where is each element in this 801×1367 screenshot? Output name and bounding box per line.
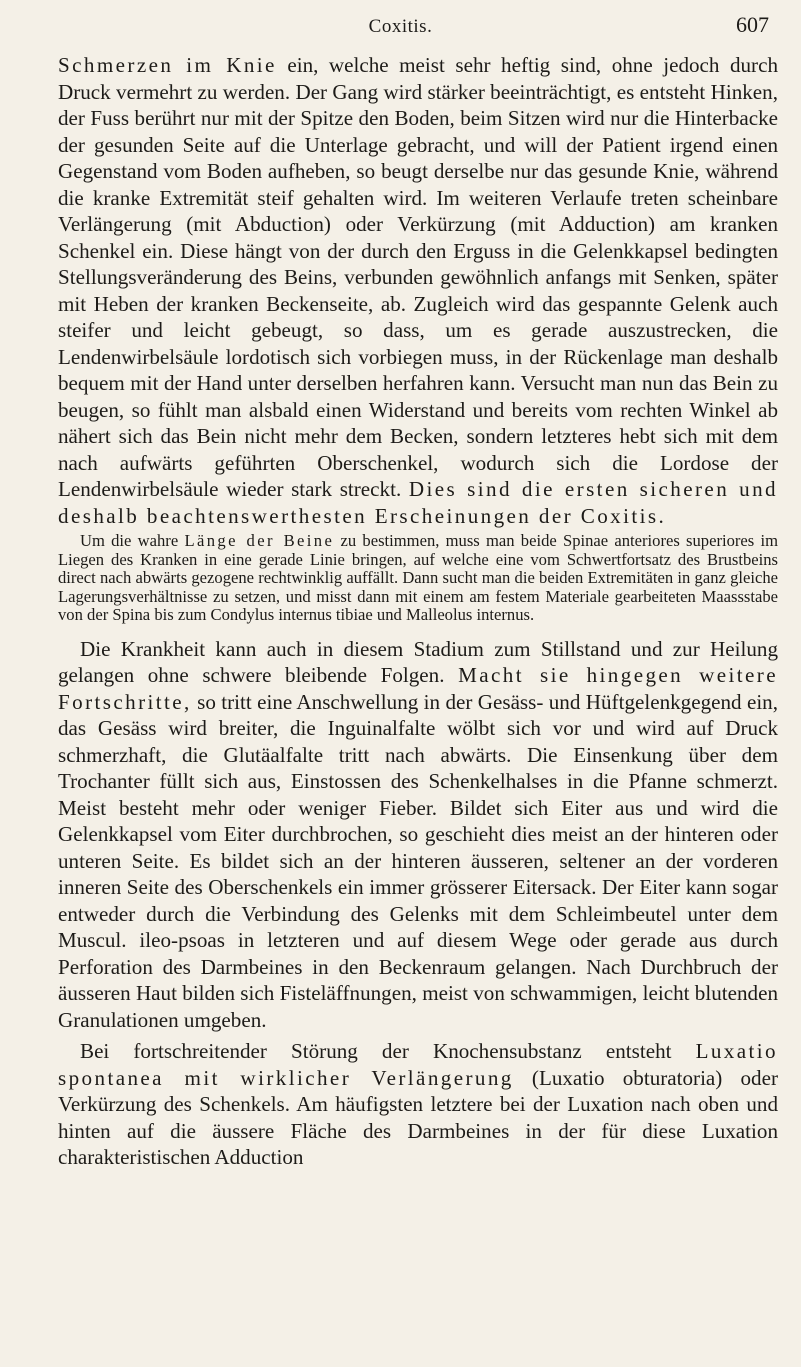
spaced-emphasis: Länge der Beine [184,531,335,550]
text-run: so tritt eine Anschwellung in der Gesäss- und Hüftgelenkgegend ein, das Gesäss wird breiter, die Inguinalfalte wölbt sich vor und wird auf Druck schmerzhaft, die Glutäalfalte tritt nach abwärts. Die Einsenkung über dem Trochanter füllt sich aus, Einstossen des Schenkelhalses in die Pfanne schmerzt. Meist besteht mehr oder weniger Fieber. Bildet sich Eiter aus und wird die Gelenkkapsel vom Eiter durchbrochen, so geschieht dies meist an der hinteren oder unteren Seite. Es bildet sich an der hinteren äusseren, seltener an der vorderen inneren Seite des Oberschenkels ein immer grösserer Eitersack. Der Eiter kann sogar entweder durch die Verbindung des Gelenks mit dem Schleimbeutel unter dem Muscul. ileo-psoas in letzteren und auf diesem Wege oder gerade aus durch Perforation des Darmbeines in den Beckenraum gelangen. Nach Durchbruch der äusseren Haut bilden sich Fisteläffnungen, meist von schwammigen, leicht blutenden Granulationen umgeben. [58,689,778,1032]
paragraph-note-leg-length [58,532,778,625]
spaced-emphasis: Dies sind die ersten sicheren und deshalb beachtenswerthesten Erscheinungen der Coxitis. [58,477,778,528]
running-head [0,10,801,40]
running-title: Coxitis. [368,16,433,37]
paragraph-luxation [58,1038,778,1171]
page-number: 607 [736,12,769,37]
text-run: (Luxatio obturatoria) oder Verkürzung des Schenkels. Am häufigsten letztere bei der Luxation nach oben und hinten auf die äussere Fläche des Darmbeines in der für diese Luxation charakteristischen Adduction [58,1065,778,1170]
paragraph-symptoms [58,52,778,529]
spaced-emphasis: Schmerzen im Knie [58,53,277,77]
spaced-emphasis: Luxatio spontanea mit wirklicher Verlängerung [58,1039,778,1090]
paragraph-progression [58,636,778,1034]
text-run: Um die wahre [80,531,185,550]
text-run: ein, welche meist sehr heftig sind, ohne jedoch durch Druck vermehrt zu werden. Der Gang wird stärker beeinträchtigt, es entsteht Hinken, der Fuss berührt nur mit der Spitze den Boden, beim Sitzen wird nur die Hinterbacke der gesunden Seite auf die Unterlage gebracht, und will der Patient irgend einen Gegenstand vom Boden aufheben, so beugt derselbe nur das gesunde Knie, während die kranke Extremität steif gehalten wird. Im weiteren Verlaufe treten scheinbare Verlängerung (mit Abduction) oder Verkürzung (mit Adduction) am kranken Schenkel ein. Diese hängt von der durch den Erguss in die Gelenkkapsel bedingten Stellungsveränderung des Beins, verbunden gewöhnlich anfangs mit Senken, später mit Heben der kranken Beckenseite, ab. Zugleich wird das gespannte Gelenk auch steifer und leicht gebeugt, so dass, um es gerade auszustrecken, die Lendenwirbelsäule lordotisch sich vorbiegen muss, in der Rückenlage man deshalb bequem mit der Hand unter derselben herfahren kann. Versucht man nun das Bein zu beugen, so fühlt man alsbald einen Widerstand und bereits vom rechten Winkel ab nähert sich das Bein nicht mehr dem Becken, sondern letzteres hebt sich mit dem nach aufwärts geführten Oberschenkel, wodurch sich die Lordose der Lendenwirbelsäule wieder stark streckt. [58,53,778,501]
spaced-emphasis: Macht sie hingegen weitere Fortschritte, [58,663,778,714]
text-run: Bei fortschreitender Störung der Knochensubstanz entsteht [80,1039,696,1064]
text-run: zu bestimmen, muss man beide Spinae anteriores superiores im Liegen des Kranken in eine gerade Linie bringen, auf welche eine vom Schwertfortsatz des Brustbeins direct nach abwärts gezogene rechtwinklig auffällt. Dann sucht man die beiden Extremitäten in ganz gleiche Lagerungsverhältnisse zu setzen, und misst dann mit einem am festem Materiale gearbeiteten Maassstabe von der Spina bis zum Condylus internus tibiae und Malleolus internus. [58,531,778,625]
body-text [58,52,778,1171]
text-run: Die Krankheit kann auch in diesem Stadium zum Stillstand und zur Heilung gelangen ohne schwere bleibende Folgen. [58,636,778,688]
